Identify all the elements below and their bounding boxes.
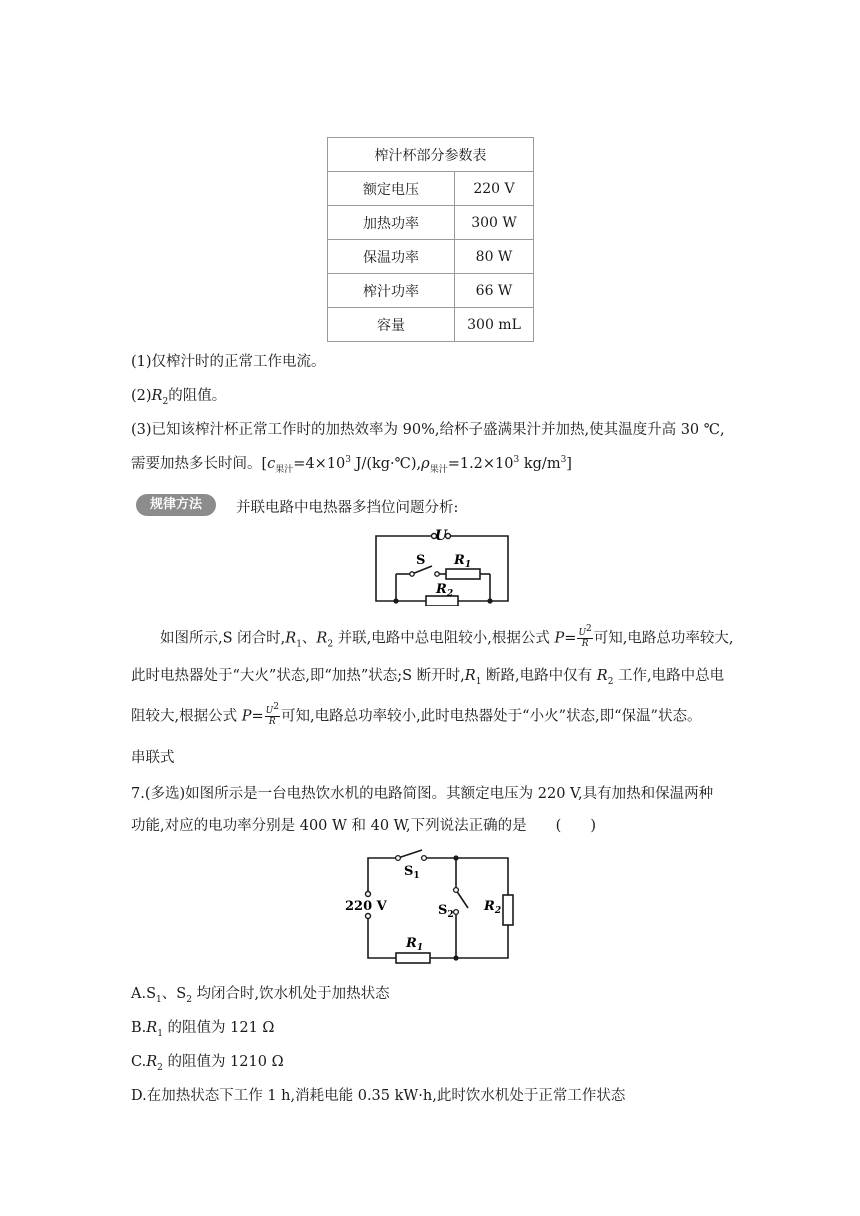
table-row	[328, 206, 534, 240]
table-cell-value: 80 W	[455, 240, 534, 274]
table-title: 榨汁杯部分参数表	[328, 138, 534, 172]
analysis-line-1: 如图所示,S 闭合时$,R_1$、$R_2$ 并联,电路中总电阻较小,根据公式 P= $\frac{U^2}{R}$ 可知,电路总功率较大,	[160, 624, 734, 650]
table-cell-label: 榨汁功率	[328, 274, 455, 308]
series-circuit-diagram	[340, 848, 520, 968]
question-7-line-2: 功能,对应的电功率分别是 400 W 和 40 W,下列说法正确的是 ( )	[131, 818, 596, 834]
table-cell-value: 66 W	[455, 274, 534, 308]
question-1: (1)仅榨汁时的正常工作电流。	[131, 354, 326, 370]
table-cell-label: 额定电压	[328, 172, 455, 206]
resistor-r1-label: $R_1$	[406, 936, 424, 953]
table-cell-label: 保温功率	[328, 240, 455, 274]
table-cell-value: 300 mL	[455, 308, 534, 342]
table-cell-label: 容量	[328, 308, 455, 342]
question-3-line-2: 需要加热多长时间。[$c_{果汁}=4\times 10^3$ $J/(kg\cdot℃),\rho_{果汁}=1.2\times 10^3$ $kg/m^3$]	[131, 455, 572, 475]
table-row	[328, 274, 534, 308]
method-title: 并联电路中电热器多挡位问题分析:	[236, 500, 459, 516]
option-c: $C.R_2$ 的阻值为 1210 Ω	[131, 1054, 284, 1073]
parameter-table	[327, 137, 534, 342]
method-badge: 规律方法	[136, 494, 216, 516]
resistor-r2-label: $R_2$	[484, 899, 502, 916]
switch-s2-label: $S_2$	[438, 903, 454, 920]
voltage-label: 220 V	[345, 899, 387, 914]
resistor-r2-label: $R_2$	[436, 582, 454, 599]
formula-fraction: $\frac{U^2}{R}$	[265, 702, 279, 727]
resistor-r1-label: $R_1$	[454, 553, 472, 570]
table-row	[328, 308, 534, 342]
question-3-line-1: (3)已知该榨汁杯正常工作时的加热效率为 90%,给杯子盛满果汁并加热,使其温度升高 30 ℃,	[131, 422, 725, 438]
table-cell-value: 220 V	[455, 172, 534, 206]
voltage-label: U	[434, 528, 448, 544]
table-row	[328, 172, 534, 206]
analysis-line-2: 此时电热器处于“大火”状态,即“加热”状态;S 断开时$,R_1$ 断路,电路中仅有 $R_2$ 工作,电路中总电	[131, 668, 725, 687]
switch-label: S	[416, 553, 426, 568]
option-b: $B.R_1$ 的阻值为 121 Ω	[131, 1020, 275, 1039]
question-2: $(2)R_2$的阻值。	[131, 388, 227, 407]
parallel-circuit-diagram	[372, 526, 512, 606]
table-cell-value: 300 W	[455, 206, 534, 240]
option-a: $A.S_1$、$S_2$ 均闭合时,饮水机处于加热状态	[131, 986, 390, 1005]
table-row	[328, 240, 534, 274]
option-d: D.在加热状态下工作 1 h,消耗电能 0.35 kW·h,此时饮水机处于正常工作状态	[131, 1088, 626, 1104]
question-7-line-1: 7.(多选)如图所示是一台电热饮水机的电路简图。其额定电压为 220 V,具有加热和保温两种	[131, 786, 714, 802]
table-cell-label: 加热功率	[328, 206, 455, 240]
switch-s1-label: $S_1$	[404, 864, 420, 881]
formula-fraction: $\frac{U^2}{R}$	[578, 624, 592, 649]
analysis-line-3: 阻较大,根据公式 P= $\frac{U^2}{R}$ 可知,电路总功率较小,此时电热器处于“小火”状态,即“保温”状态。	[131, 702, 702, 727]
section-heading: 串联式	[131, 750, 175, 766]
